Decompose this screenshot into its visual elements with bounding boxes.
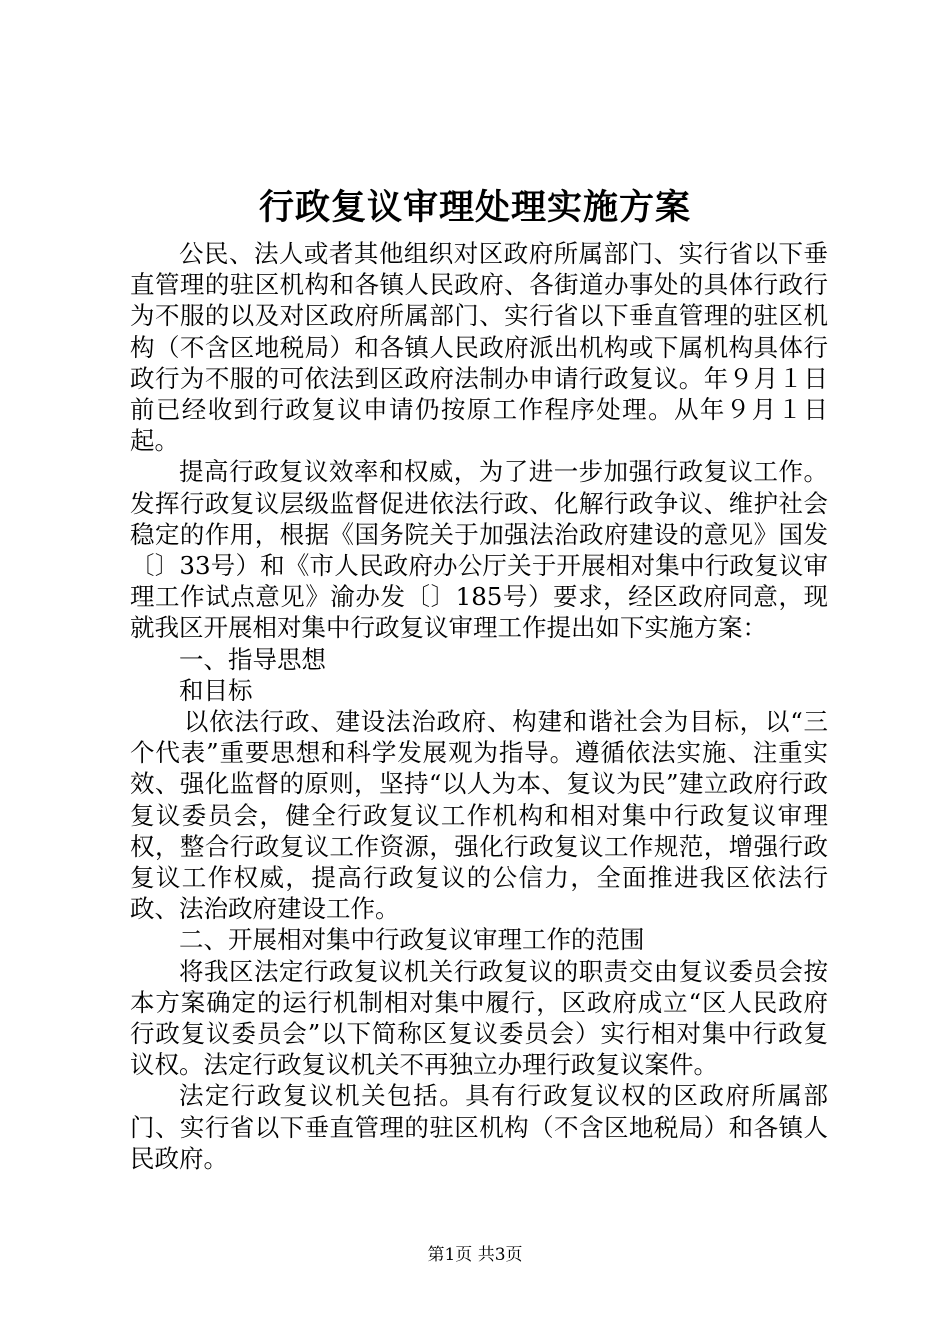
- document-title: 行政复议审理处理实施方案: [258, 187, 691, 228]
- paragraph-scope: 公民、法人或者其他组织对区政府所属部门、实行省以下垂直管理的驻区机构和各镇人民政府、各街道办事处的具体行政行为不服的以及对区政府所属部门、实行省以下垂直管理的驻区机构（不含区地税局）和各镇人民政府派出机构或下属机构具体行政行为不服的可依法到区政府法制办申请行政复议。年９月１日前已经收到行政复议申请仍按原工作程序处理。从年９月１日起。: [130, 239, 828, 456]
- paragraph-reconsideration-organs: 法定行政复议机关包括。具有行政复议权的区政府所属部门、实行省以下垂直管理的驻区机构（不含区地税局）和各镇人民政府。: [130, 1081, 828, 1173]
- paragraph-guiding-ideology: 以依法行政、建设法治政府、构建和谐社会为目标，以“三个代表”重要思想和科学发展观为指导。遵循依法实施、注重实效、强化监督的原则，坚持“以人为本、复议为民”建立政府行政复议委员会，健全行政复议工作机构和相对集中行政复议审理权，整合行政复议工作资源，强化行政复议工作规范，增强行政复议工作权威，提高行政复议的公信力，全面推进我区依法行政、法治政府建设工作。: [130, 707, 828, 924]
- section-heading-goals: 和目标: [179, 675, 253, 705]
- document-body: [130, 238, 828, 1174]
- section-heading-guiding-ideology: 一、指导思想: [179, 644, 326, 674]
- section-heading-scope: 二、开展相对集中行政复议审理工作的范围: [179, 925, 645, 955]
- paragraph-purpose: 提高行政复议效率和权威，为了进一步加强行政复议工作。发挥行政复议层级监督促进依法行政、化解行政争议、维护社会稳定的作用，根据《国务院关于加强法治政府建设的意见》国发〔〕33号）和《市人民政府办公厅关于开展相对集中行政复议审理工作试点意见》渝办发〔〕185号）要求，经区政府同意，现就我区开展相对集中行政复议审理工作提出如下实施方案：: [130, 457, 828, 643]
- page-number-footer: 第1页 共3页: [427, 1245, 523, 1265]
- paragraph-committee: 将我区法定行政复议机关行政复议的职责交由复议委员会按本方案确定的运行机制相对集中履行，区政府成立“区人民政府行政复议委员会”以下简称区复议委员会）实行相对集中行政复议权。法定行政复议机关不再独立办理行政复议案件。: [130, 956, 828, 1080]
